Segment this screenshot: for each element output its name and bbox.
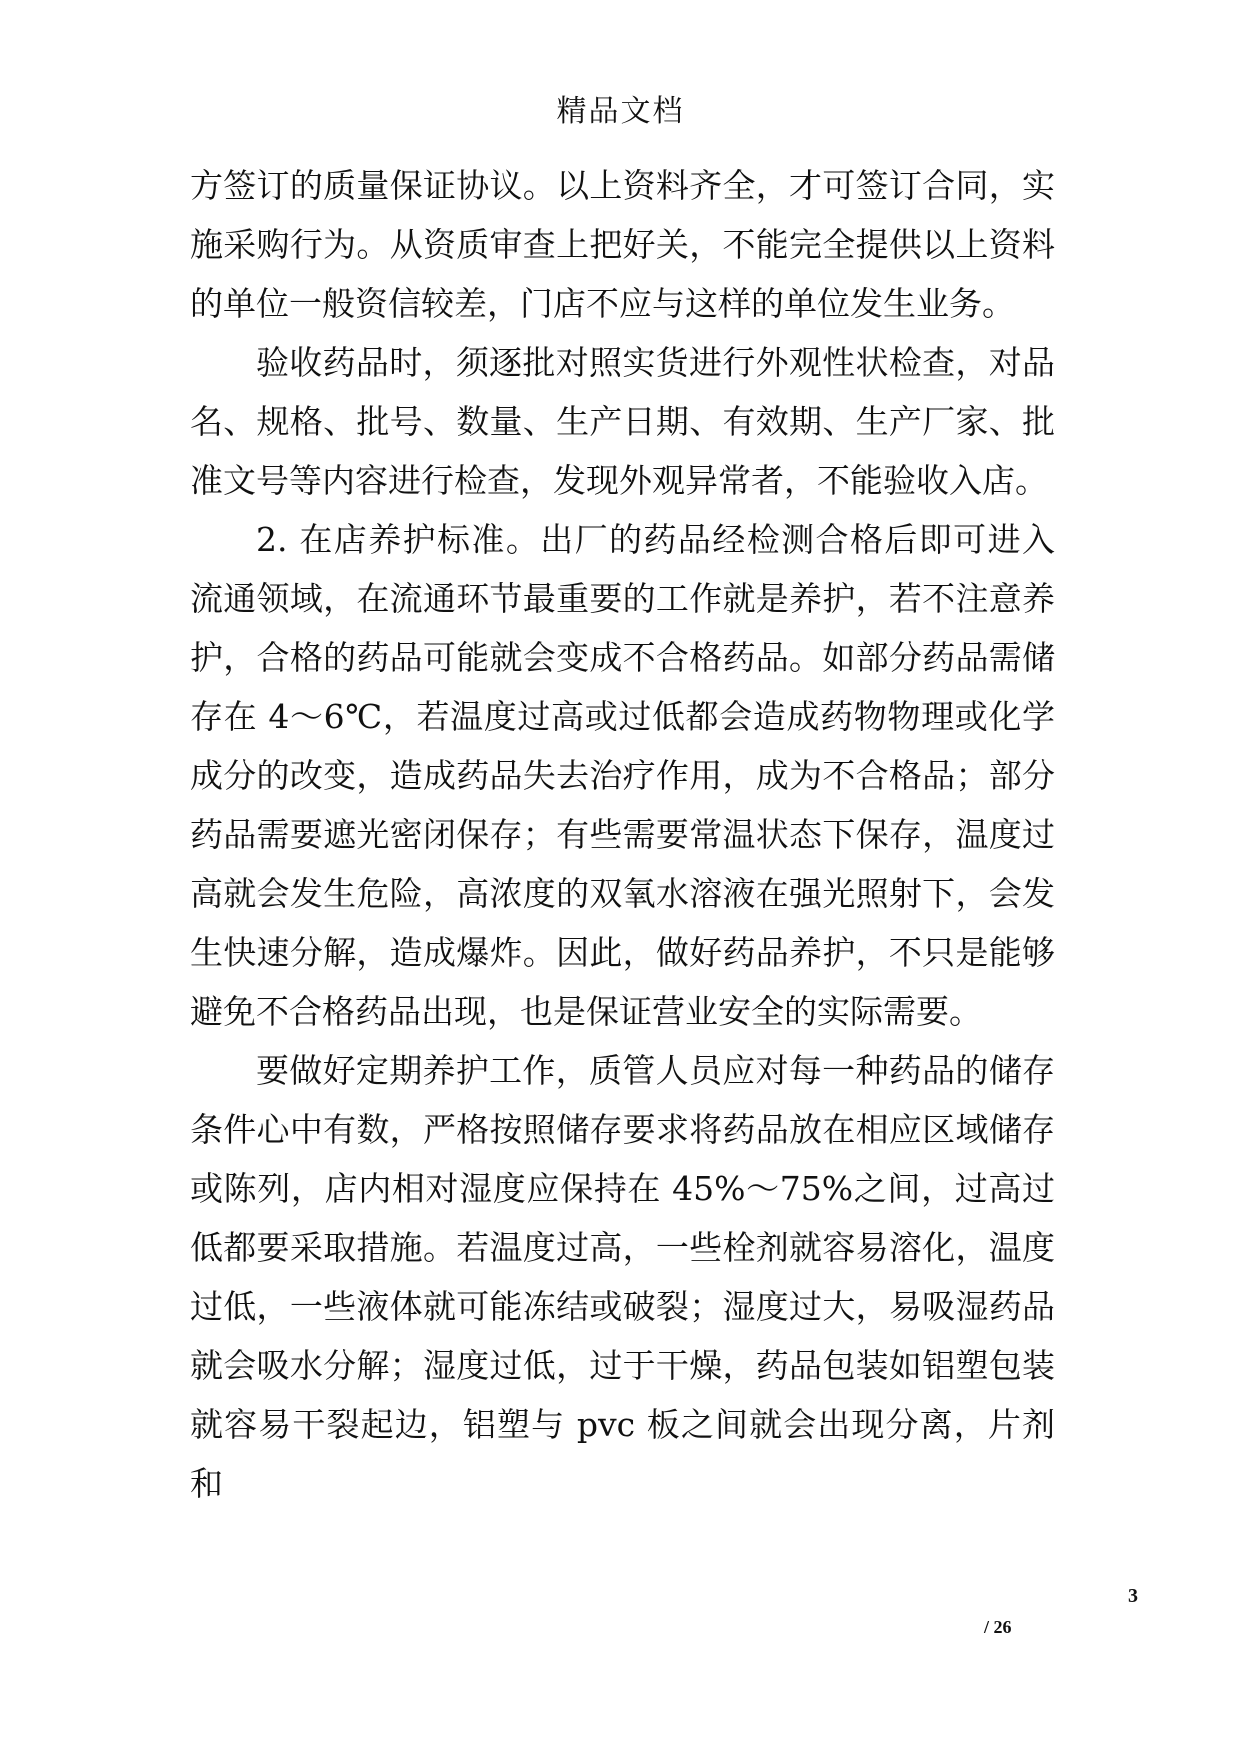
page-total: / 26 <box>984 1617 1012 1637</box>
paragraph-maintenance: 要做好定期养护工作，质管人员应对每一种药品的储存条件心中有数，严格按照储存要求将药品放在相应区域储存或陈列，店内相对湿度应保持在 45%～75%之间，过高过低都要采取措施。若温度过高，一些栓剂就容易溶化，温度过低，一些液体就可能冻结或破裂；湿度过大，易吸湿药品就会吸水分解；湿度过低，过于干燥，药品包装如铝塑包装就容易干裂起边，铝塑与 pvc 板之间就会出现分离，片剂和 <box>190 1051 1055 1503</box>
document-header: 精品文档 <box>556 94 685 129</box>
page-number: 3 <box>1128 1585 1138 1607</box>
paragraph-inspection: 验收药品时，须逐批对照实货进行外观性状检查，对品名、规格、批号、数量、生产日期、有效期、生产厂家、批准文号等内容进行检查，发现外观异常者，不能验收入店。 <box>190 343 1055 500</box>
document-body <box>190 156 1055 1513</box>
paragraph-continued: 方签订的质量保证协议。以上资料齐全，才可签订合同，实施采购行为。从资质审查上把好关，不能完全提供以上资料的单位一般资信较差，门店不应与这样的单位发生业务。 <box>190 166 1055 323</box>
paragraph-storage-standard: 2. 在店养护标准。出厂的药品经检测合格后即可进入流通领域，在流通环节最重要的工作就是养护，若不注意养护，合格的药品可能就会变成不合格药品。如部分药品需储存在 4～6℃，若温度过高或过低都会造成药物物理或化学成分的改变，造成药品失去治疗作用，成为不合格品；部分药品需要遮光密闭保存；有些需要常温状态下保存，温度过高就会发生危险，高浓度的双氧水溶液在强光照射下，会发生快速分解，造成爆炸。因此，做好药品养护，不只是能够避免不合格药品出现，也是保证营业安全的实际需要。 <box>190 520 1055 1031</box>
